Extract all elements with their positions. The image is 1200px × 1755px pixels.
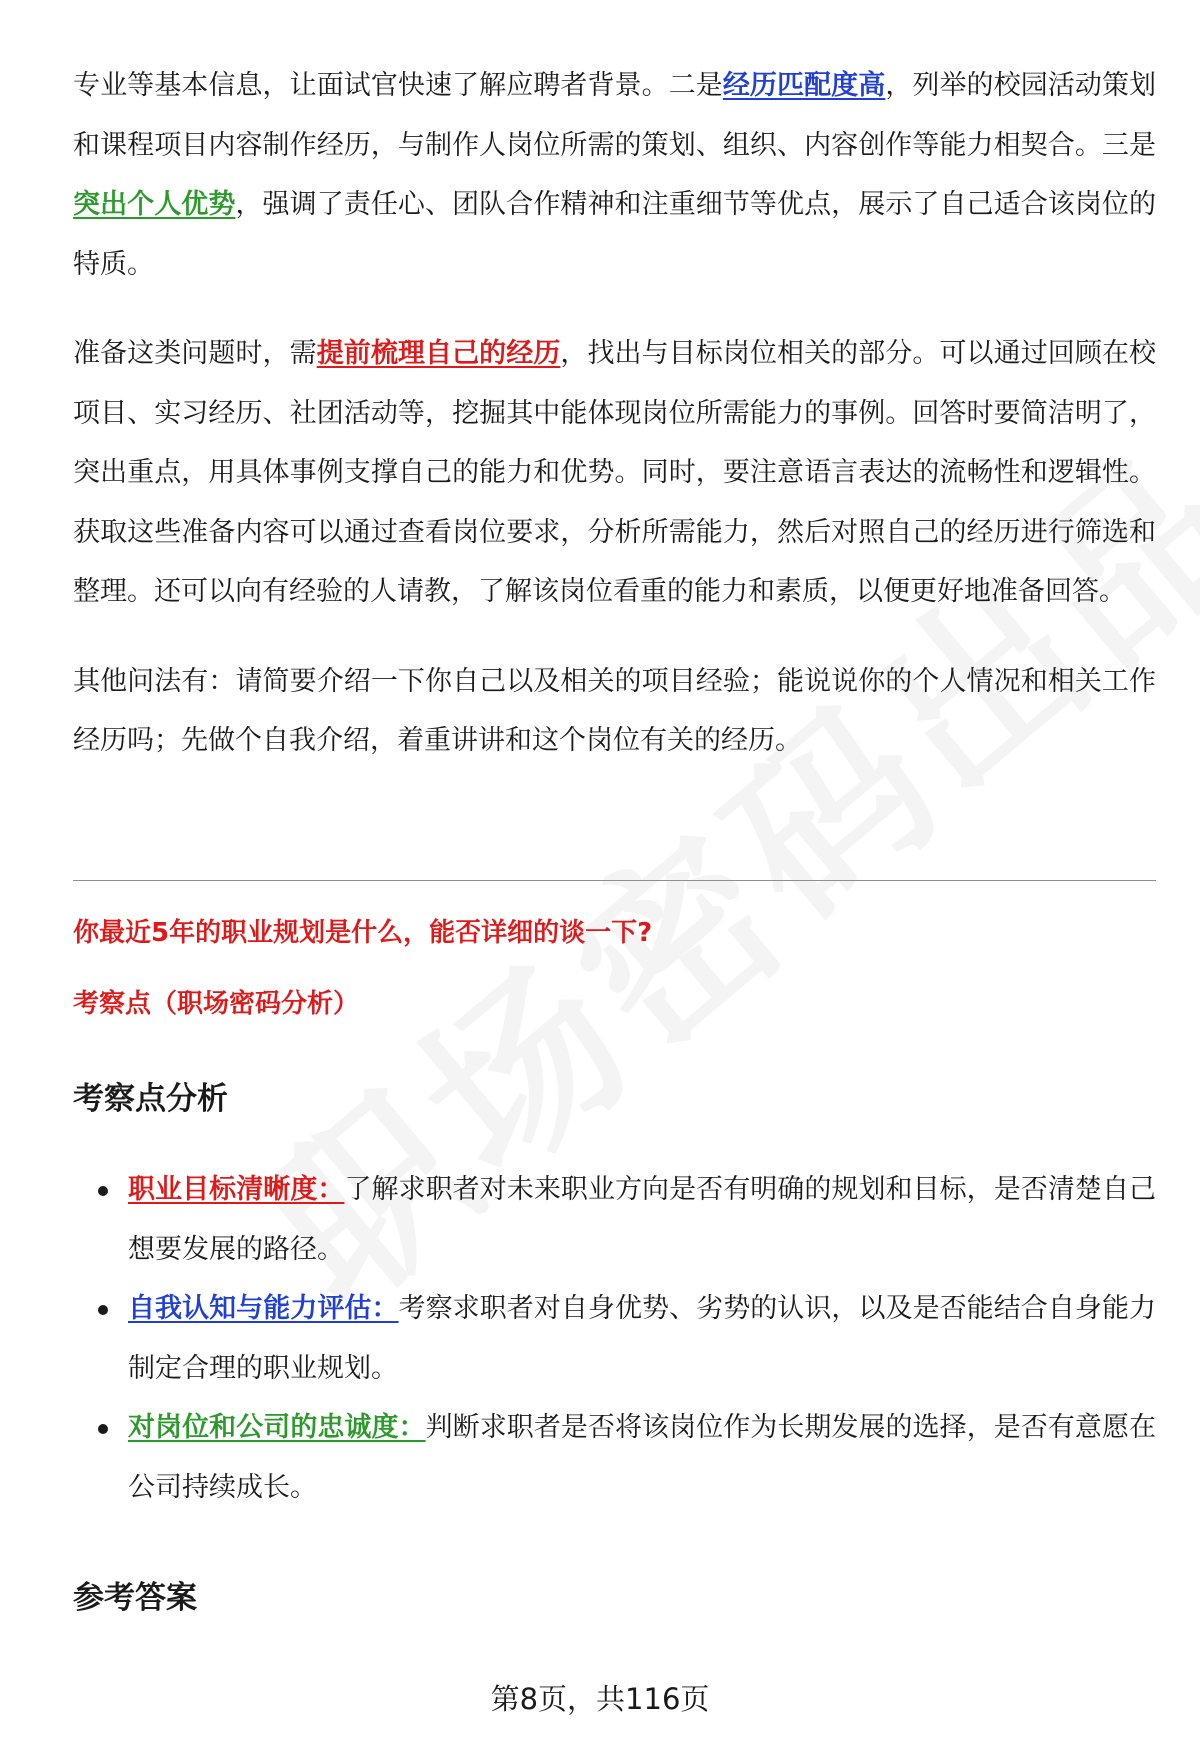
paragraph-1-text-3: ，强调了责任心、团队合作精神和注重细节等优点，展示了自己适合该岗位的特质。 — [73, 189, 1157, 280]
list-item — [73, 1398, 1156, 1517]
paragraph-2 — [73, 324, 1156, 622]
paragraph-3: 其他问法有：请简要介绍一下你自己以及相关的项目经验；能说说你的个人情况和相关工作经历吗；先做个自我介绍，着重讲讲和这个岗位有关的经历。 — [73, 665, 1156, 756]
bullet-icon — [98, 1305, 108, 1315]
paragraph-2-text-2: ，找出与目标岗位相关的部分。可以通过回顾在校项目、实习经历、社团活动等，挖掘其中能体现岗位所需能力的事例。回答时要简洁明了，突出重点，用具体事例支撑自己的能力和优势。同时，要注意语言表达的流畅性和逻辑性。获取这些准备内容可以通过查看岗位要求，分析所需能力，然后对照自己的经历进行筛选和整理。还可以向有经验的人请教，了解该岗位看重的能力和素质，以便更好地准备回答。 — [73, 338, 1157, 607]
list-item — [73, 1160, 1156, 1279]
paragraph-2-text-1: 准备这类问题时，需 — [73, 338, 317, 369]
highlight-sort-experience: 提前梳理自己的经历 — [316, 338, 561, 369]
highlight-personal-strengths: 突出个人优势 — [73, 189, 236, 220]
page-footer: 第8页，共116页 — [490, 1682, 710, 1716]
interview-question: 你最近5年的职业规划是什么，能否详细的谈一下? — [73, 918, 653, 948]
reference-answer-heading: 参考答案 — [73, 1580, 197, 1616]
paragraph-1-text-2: ，列举的校园活动策划和课程项目内容制作经历，与制作人岗位所需的策划、组织、内容创作等能力相契合。三是 — [73, 70, 1157, 161]
paragraph-1-text-1: 专业等基本信息，让面试官快速了解应聘者背景。二是 — [73, 70, 723, 101]
point-label: 自我认知与能力评估： — [128, 1293, 399, 1324]
bullet-icon — [98, 1186, 108, 1196]
point-text: 考察求职者对自身优势、劣势的认识，以及是否能结合自身能力制定合理的职业规划。 — [128, 1293, 1157, 1384]
paragraph-1 — [73, 56, 1156, 294]
document-body — [73, 56, 1156, 771]
point-text: 判断求职者是否将该岗位作为长期发展的选择，是否有意愿在公司持续成长。 — [128, 1412, 1157, 1503]
point-label: 对岗位和公司的忠诚度： — [128, 1412, 426, 1443]
list-item — [73, 1279, 1156, 1398]
analysis-points-list — [73, 1160, 1156, 1517]
section-divider — [73, 880, 1156, 881]
bullet-icon — [98, 1424, 108, 1434]
point-text: 了解求职者对未来职业方向是否有明确的规划和目标，是否清楚自己想要发展的路径。 — [128, 1174, 1157, 1265]
assessment-point-title: 考察点（职场密码分析） — [73, 989, 360, 1019]
point-label: 职业目标清晰度： — [128, 1174, 345, 1205]
analysis-heading: 考察点分析 — [73, 1081, 228, 1117]
highlight-experience-match: 经历匹配度高 — [722, 70, 886, 101]
